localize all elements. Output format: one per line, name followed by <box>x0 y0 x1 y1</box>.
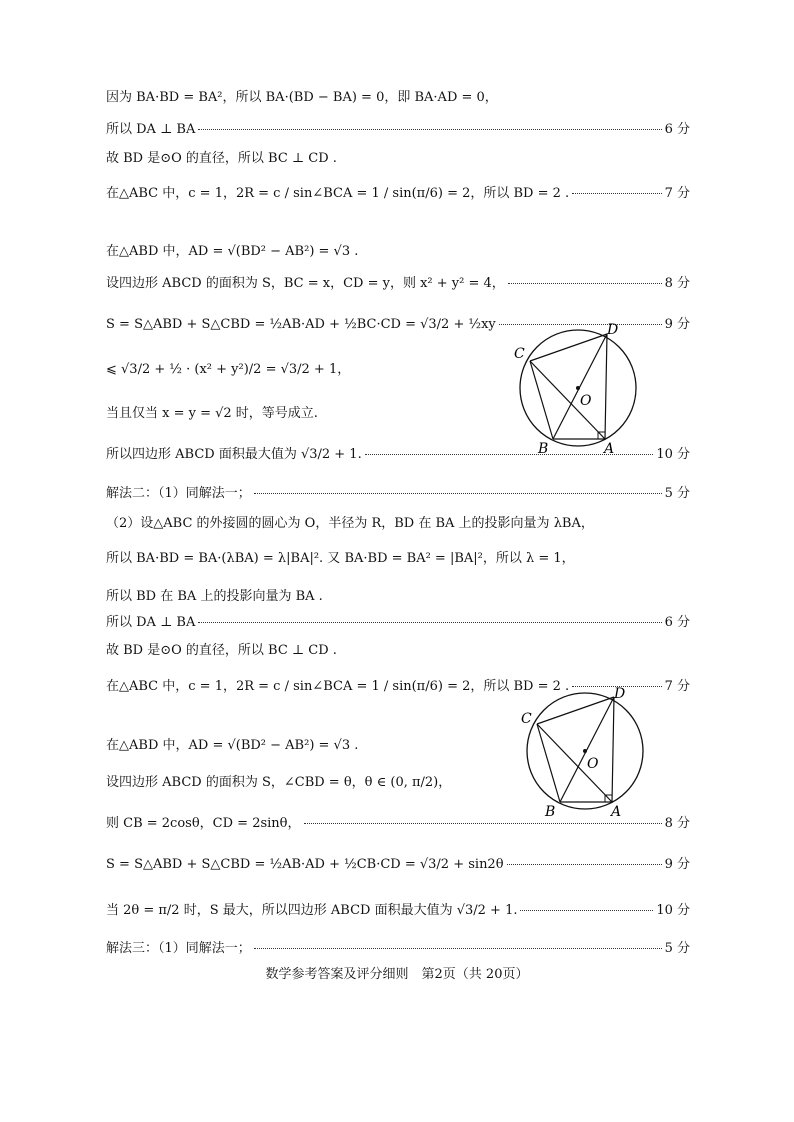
scored-line: 解法三：（1）同解法一； 5 分 <box>106 941 690 956</box>
scored-line: 在△ABC 中，c = 1，2R = c / sin∠BCA = 1 / sin(π/6) = 2，所以 BD = 2 . 7 分 <box>106 186 690 201</box>
scored-line: 所以 DA ⊥ BA 6 分 <box>106 615 690 630</box>
text-line: 所以 BD 在 BA 上的投影向量为 BA . <box>106 589 323 604</box>
text-line: 所以 BA·BD = BA·(λBA) = λ|BA|². 又 BA·BD = BA² = |BA|²，所以 λ = 1， <box>106 551 575 566</box>
text-line: 故 BD 是⊙O 的直径，所以 BC ⊥ CD . <box>106 643 337 658</box>
text-line: 当且仅当 x = y = √2 时，等号成立. <box>106 406 318 421</box>
label-o: O <box>587 756 599 772</box>
text-line: 在△ABD 中，AD = √(BD² − AB²) = √3 . <box>106 738 359 753</box>
label-d: D <box>607 322 619 338</box>
scored-line: S = S△ABD + S△CBD = ½AB·AD + ½BC·CD = √3/2 + ½xy 9 分 <box>106 317 690 332</box>
label-c: C <box>521 711 532 727</box>
scored-line: 在△ABC 中，c = 1，2R = c / sin∠BCA = 1 / sin(π/6) = 2，所以 BD = 2 . 7 分 <box>106 679 690 694</box>
text-line: （2）设△ABC 的外接圆的圆心为 O，半径为 R，BD 在 BA 上的投影向量为 λBA， <box>106 516 594 531</box>
scored-line: S = S△ABD + S△CBD = ½AB·AD + ½CB·CD = √3/2 + sin2θ 9 分 <box>106 857 690 872</box>
label-b: B <box>538 441 549 457</box>
page-footer: 数学参考答案及评分细则 第2页（共 20页） <box>265 967 529 982</box>
scored-line: 当 2θ = π/2 时，S 最大，所以四边形 ABCD 面积最大值为 √3/2 + 1. 10 分 <box>106 903 690 918</box>
scored-line: 解法二：（1）同解法一； 5 分 <box>106 486 690 501</box>
label-c: C <box>514 346 525 362</box>
text-line: 故 BD 是⊙O 的直径，所以 BC ⊥ CD . <box>106 151 337 166</box>
circle-diagram-2 <box>517 685 657 820</box>
scored-line: 所以四边形 ABCD 面积最大值为 √3/2 + 1. 10 分 <box>106 447 690 462</box>
circle-diagram-1 <box>510 322 650 457</box>
label-b: B <box>545 804 556 820</box>
scored-line: 则 CB = 2cosθ，CD = 2sinθ， 8 分 <box>106 816 690 831</box>
label-o: O <box>580 393 592 409</box>
text-line: ⩽ √3/2 + ½ · (x² + y²)/2 = √3/2 + 1， <box>106 362 351 377</box>
text-line: 设四边形 ABCD 的面积为 S，∠CBD = θ，θ ∈ (0, π/2)， <box>106 775 452 790</box>
label-a: A <box>604 441 615 457</box>
text-line: 因为 BA·BD = BA²，所以 BA·(BD − BA) = 0，即 BA·AD = 0， <box>106 90 498 105</box>
text-line: 在△ABD 中，AD = √(BD² − AB²) = √3 . <box>106 244 359 259</box>
label-d: D <box>614 686 626 702</box>
label-a: A <box>611 804 622 820</box>
scored-line: 设四边形 ABCD 的面积为 S，BC = x，CD = y，则 x² + y² = 4， 8 分 <box>106 276 690 291</box>
scored-line: 所以 DA ⊥ BA 6 分 <box>106 122 690 137</box>
